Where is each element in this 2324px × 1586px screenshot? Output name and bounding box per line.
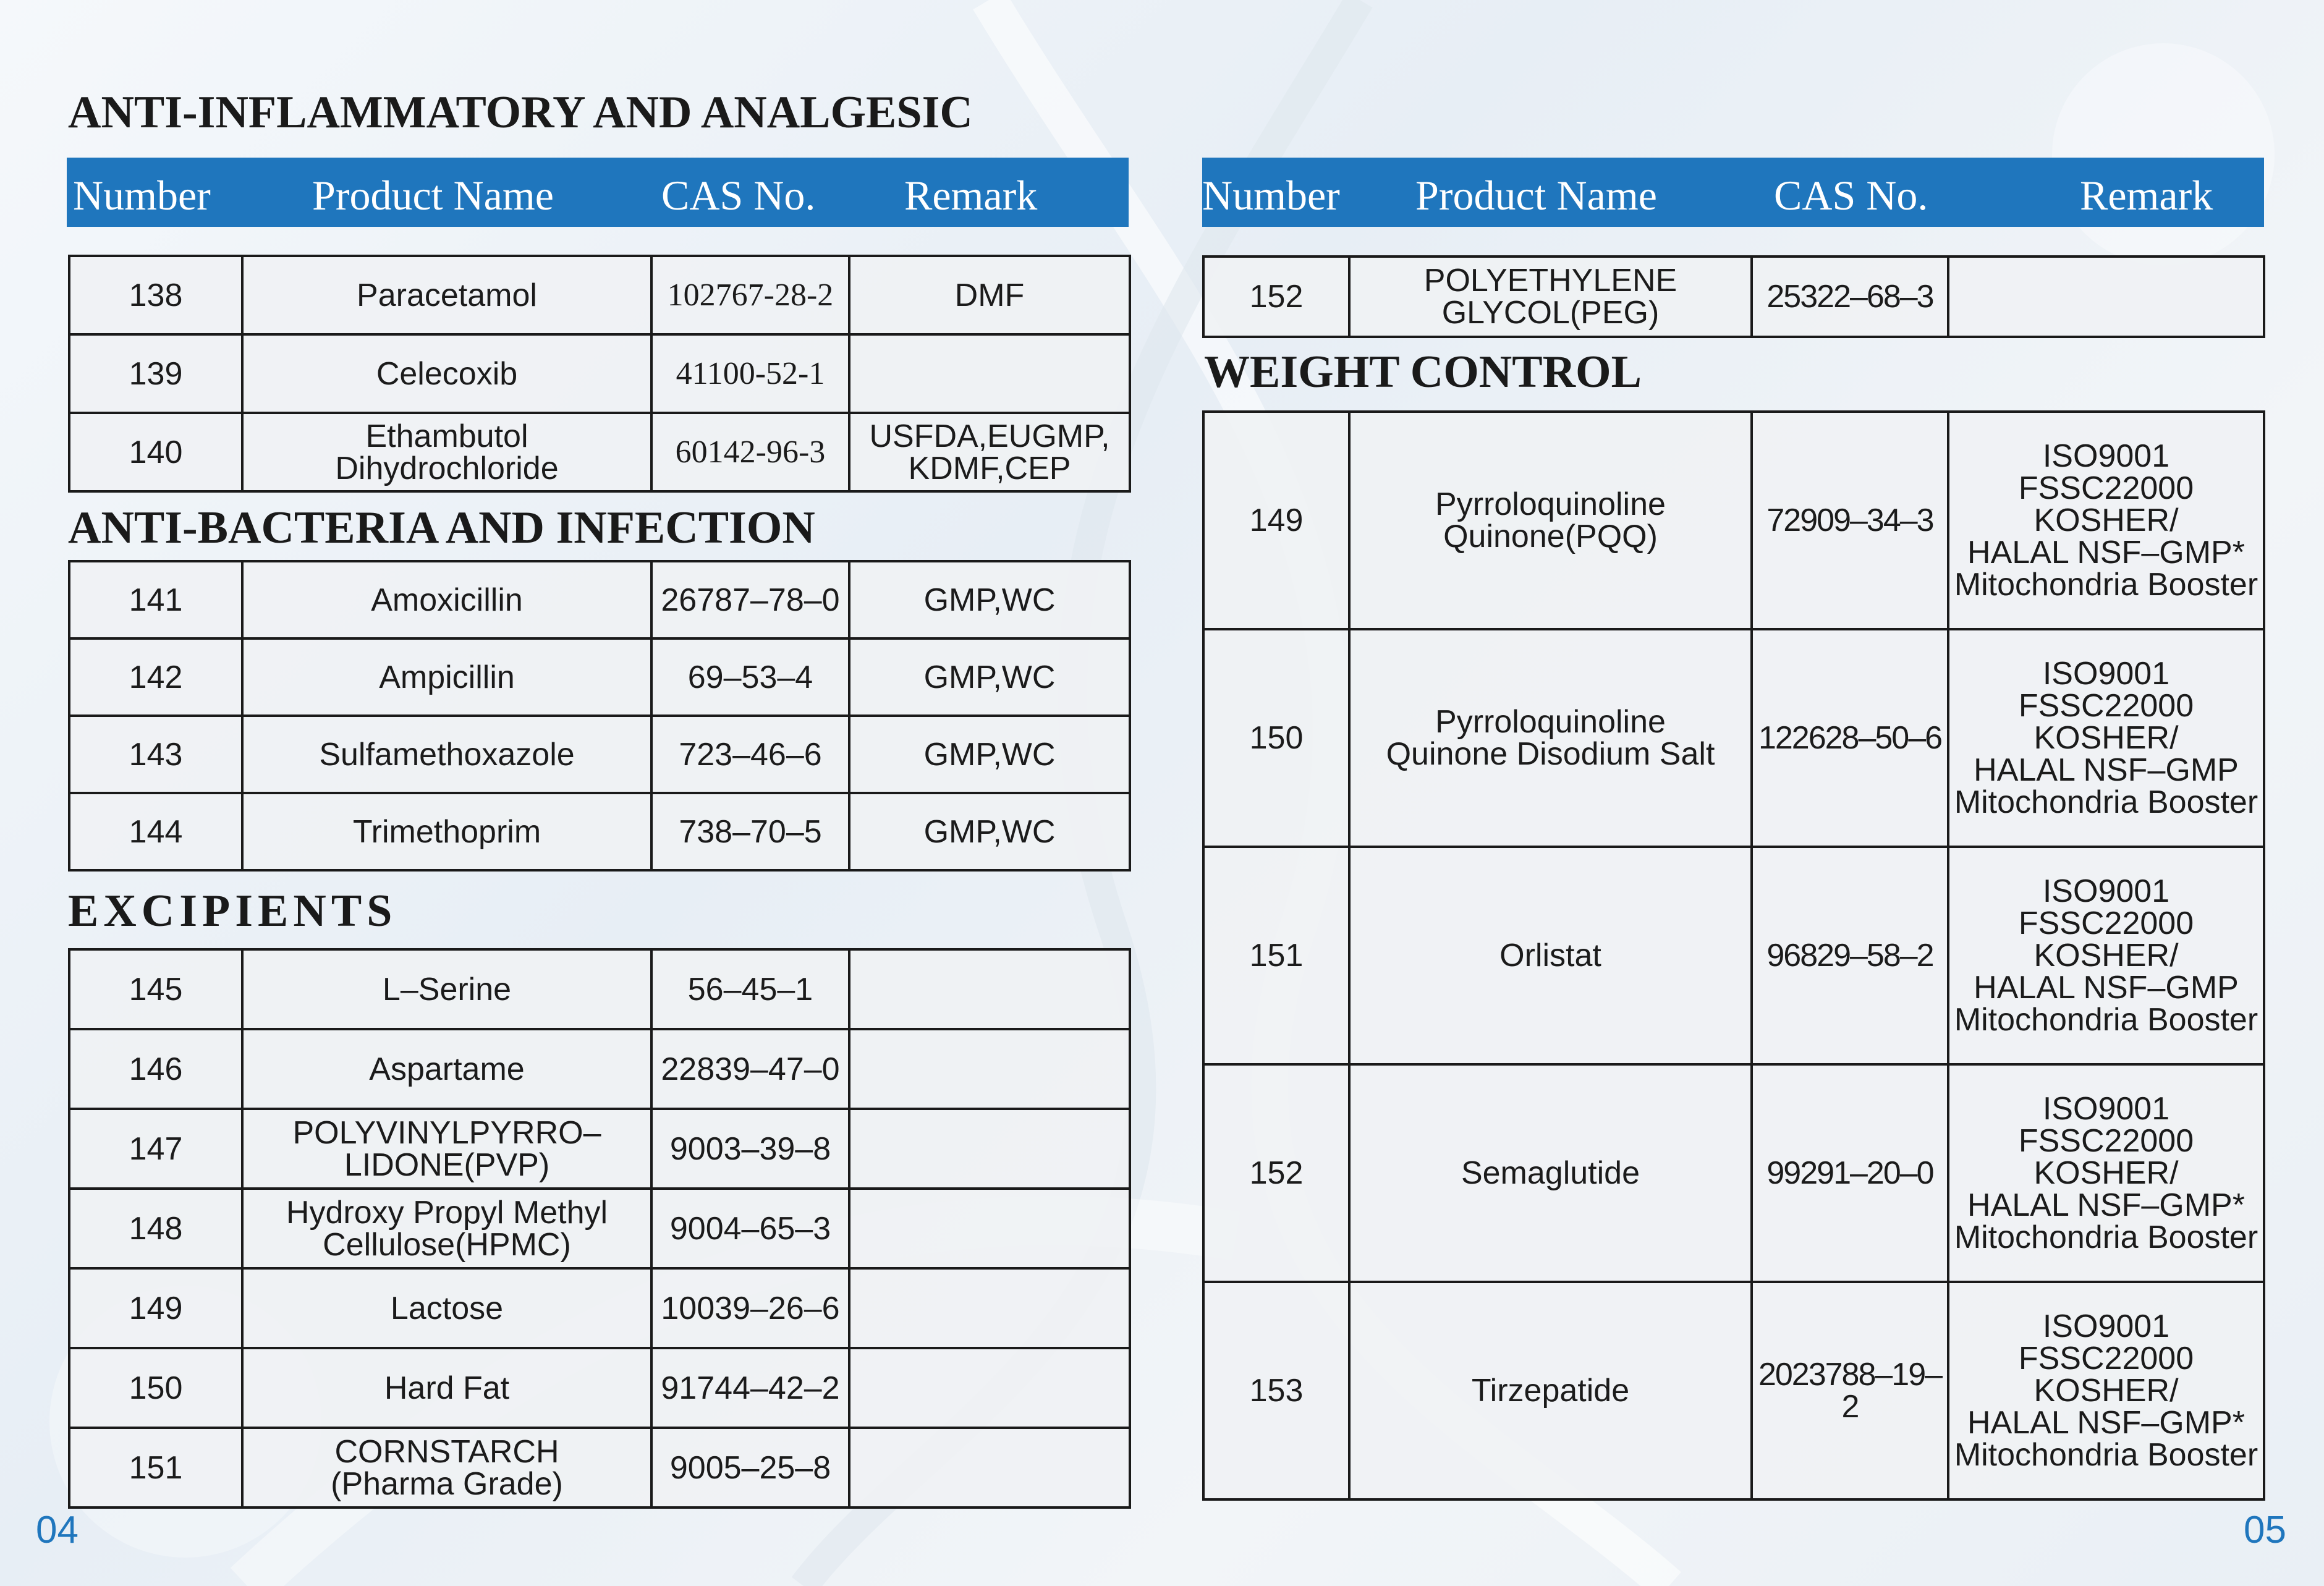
cell-number: 144: [69, 793, 242, 870]
cell-number: 151: [1203, 847, 1349, 1064]
cell-cas: 72909–34–3: [1752, 412, 1948, 629]
header-remark: Remark: [904, 172, 1038, 219]
table-row: [69, 334, 1130, 413]
cell-cas: 25322–68–3: [1752, 257, 1948, 337]
table-weight-control: [1202, 410, 2265, 1501]
cell-remark: [849, 334, 1130, 413]
cell-product-name: Amoxicillin: [242, 561, 651, 638]
table-header-left: [67, 158, 1129, 227]
cell-cas: 26787–78–0: [651, 561, 849, 638]
cell-number: 153: [1203, 1282, 1349, 1499]
cell-number: 143: [69, 716, 242, 793]
cell-product-name: Pyrroloquinoline Quinone Disodium Salt: [1349, 629, 1752, 847]
cell-remark: [849, 1109, 1130, 1189]
header-number: Number: [1202, 172, 1340, 219]
table-row: [69, 793, 1130, 870]
header-product-name: Product Name: [1415, 172, 1657, 219]
table-row: [1203, 1282, 2264, 1499]
table-row: [69, 716, 1130, 793]
table-row: [1203, 629, 2264, 847]
table-row: [69, 1029, 1130, 1109]
header-product-name: Product Name: [312, 172, 554, 219]
cell-cas: 96829–58–2: [1752, 847, 1948, 1064]
cell-cas: 2023788–19–2: [1752, 1282, 1948, 1499]
table-row: [69, 1348, 1130, 1428]
cell-product-name: POLYVINYLPYRRO– LIDONE(PVP): [242, 1109, 651, 1189]
cell-product-name: L–Serine: [242, 949, 651, 1029]
cell-product-name: Orlistat: [1349, 847, 1752, 1064]
cell-number: 152: [1203, 1064, 1349, 1282]
page-number-right: 05: [2244, 1509, 2286, 1551]
table-row: [1203, 1064, 2264, 1282]
cell-product-name: Ampicillin: [242, 638, 651, 716]
table-row: [1203, 257, 2264, 337]
cell-remark: USFDA,EUGMP, KDMF,CEP: [849, 413, 1130, 491]
cell-remark: [849, 1189, 1130, 1268]
cell-remark: ISO9001 FSSC22000 KOSHER/ HALAL NSF–GMP Mitochondria Booster: [1948, 847, 2264, 1064]
cell-product-name: Paracetamol: [242, 256, 651, 334]
cell-product-name: Lactose: [242, 1268, 651, 1348]
cell-remark: GMP,WC: [849, 793, 1130, 870]
table-row: [69, 638, 1130, 716]
section-title-anti-bacteria: ANTI-BACTERIA AND INFECTION: [68, 503, 815, 553]
cell-cas: 69–53–4: [651, 638, 849, 716]
cell-cas: 738–70–5: [651, 793, 849, 870]
cell-cas: 122628–50–6: [1752, 629, 1948, 847]
cell-remark: GMP,WC: [849, 638, 1130, 716]
cell-remark: ISO9001 FSSC22000 KOSHER/ HALAL NSF–GMP Mitochondria Booster: [1948, 629, 2264, 847]
cell-number: 145: [69, 949, 242, 1029]
cell-number: 149: [1203, 412, 1349, 629]
cell-number: 147: [69, 1109, 242, 1189]
cell-number: 149: [69, 1268, 242, 1348]
cell-product-name: Ethambutol Dihydrochloride: [242, 413, 651, 491]
cell-remark: DMF: [849, 256, 1130, 334]
cell-product-name: Pyrroloquinoline Quinone(PQQ): [1349, 412, 1752, 629]
table-row: [69, 561, 1130, 638]
cell-product-name: CORNSTARCH (Pharma Grade): [242, 1428, 651, 1508]
table-row: [1203, 412, 2264, 629]
table-row: [69, 256, 1130, 334]
cell-cas: 91744–42–2: [651, 1348, 849, 1428]
table-row: [69, 1428, 1130, 1508]
table-row: [69, 1268, 1130, 1348]
section-title-weight-control: WEIGHT CONTROL: [1204, 347, 1642, 397]
cell-remark: [849, 1348, 1130, 1428]
cell-product-name: Tirzepatide: [1349, 1282, 1752, 1499]
cell-cas: 41100-52-1: [651, 334, 849, 413]
cell-remark: [849, 1029, 1130, 1109]
cell-product-name: Sulfamethoxazole: [242, 716, 651, 793]
cell-number: 139: [69, 334, 242, 413]
table-header-right: [1202, 158, 2264, 227]
cell-number: 141: [69, 561, 242, 638]
cell-remark: GMP,WC: [849, 716, 1130, 793]
cell-number: 150: [69, 1348, 242, 1428]
cell-remark: [849, 1428, 1130, 1508]
cell-number: 151: [69, 1428, 242, 1508]
cell-cas: 9003–39–8: [651, 1109, 849, 1189]
cell-cas: 10039–26–6: [651, 1268, 849, 1348]
cell-cas: 60142-96-3: [651, 413, 849, 491]
cell-number: 152: [1203, 257, 1349, 337]
cell-remark: ISO9001 FSSC22000 KOSHER/ HALAL NSF–GMP* Mitochondria Booster: [1948, 1282, 2264, 1499]
table-row: [69, 413, 1130, 491]
cell-number: 150: [1203, 629, 1349, 847]
page-number-left: 04: [36, 1509, 78, 1551]
table-excipients: [68, 948, 1131, 1509]
cell-cas: 9005–25–8: [651, 1428, 849, 1508]
header-cas-no: CAS No.: [661, 172, 816, 219]
cell-remark: ISO9001 FSSC22000 KOSHER/ HALAL NSF–GMP* Mitochondria Booster: [1948, 1064, 2264, 1282]
cell-cas: 9004–65–3: [651, 1189, 849, 1268]
table-row: [69, 1189, 1130, 1268]
table-row: [69, 1109, 1130, 1189]
cell-remark: ISO9001 FSSC22000 KOSHER/ HALAL NSF–GMP* Mitochondria Booster: [1948, 412, 2264, 629]
table-anti-bacteria: [68, 560, 1131, 871]
cell-number: 146: [69, 1029, 242, 1109]
cell-remark: [849, 1268, 1130, 1348]
right-page: [1162, 0, 2324, 1586]
cell-remark: [1948, 257, 2264, 337]
table-anti-inflammatory: [68, 255, 1131, 493]
cell-product-name: Semaglutide: [1349, 1064, 1752, 1282]
cell-cas: 99291–20–0: [1752, 1064, 1948, 1282]
cell-cas: 723–46–6: [651, 716, 849, 793]
header-remark: Remark: [2080, 172, 2213, 219]
cell-product-name: Trimethoprim: [242, 793, 651, 870]
cell-remark: GMP,WC: [849, 561, 1130, 638]
cell-cas: 102767-28-2: [651, 256, 849, 334]
cell-product-name: Hydroxy Propyl Methyl Cellulose(HPMC): [242, 1189, 651, 1268]
cell-product-name: Aspartame: [242, 1029, 651, 1109]
cell-number: 142: [69, 638, 242, 716]
header-cas-no: CAS No.: [1774, 172, 1928, 219]
cell-cas: 22839–47–0: [651, 1029, 849, 1109]
table-row: [1203, 847, 2264, 1064]
cell-number: 148: [69, 1189, 242, 1268]
section-title-excipients: EXCIPIENTS: [68, 886, 397, 936]
cell-product-name: POLYETHYLENE GLYCOL(PEG): [1349, 257, 1752, 337]
cell-number: 140: [69, 413, 242, 491]
cell-cas: 56–45–1: [651, 949, 849, 1029]
section-title-anti-inflammatory: ANTI-INFLAMMATORY AND ANALGESIC: [68, 87, 973, 138]
cell-product-name: Hard Fat: [242, 1348, 651, 1428]
cell-number: 138: [69, 256, 242, 334]
cell-remark: [849, 949, 1130, 1029]
table-row: [69, 949, 1130, 1029]
cell-product-name: Celecoxib: [242, 334, 651, 413]
table-top-right: [1202, 255, 2265, 338]
header-number: Number: [73, 172, 211, 219]
